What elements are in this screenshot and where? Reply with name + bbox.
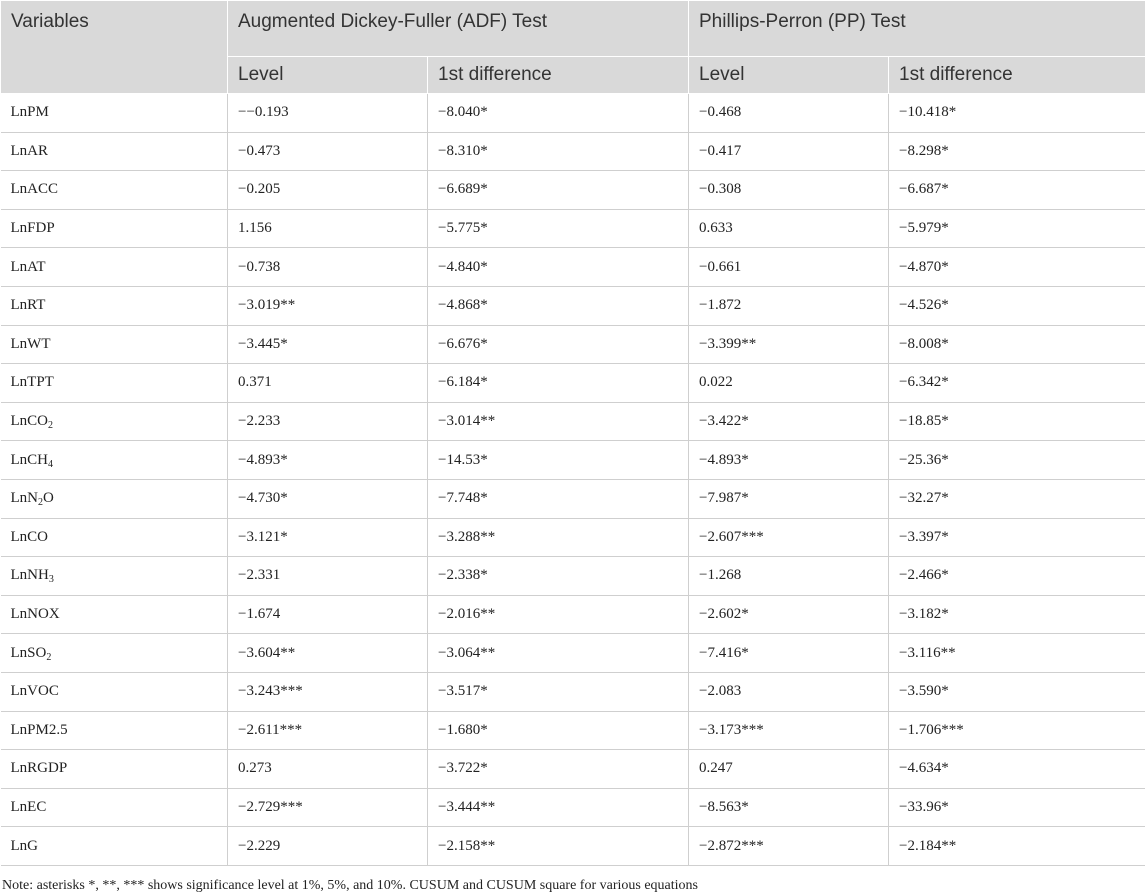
table-row <box>1 711 1145 750</box>
adf-level-cell: −1.674 <box>228 595 428 634</box>
pp-first-difference-cell: −3.116** <box>889 634 1145 673</box>
pp-level-cell: −3.173*** <box>689 711 889 750</box>
adf-level-cell: −−0.193 <box>228 94 428 133</box>
adf-first-difference-cell: −8.040* <box>428 94 689 133</box>
variable-subscript: 2 <box>48 420 53 431</box>
pp-level-cell: −2.602* <box>689 595 889 634</box>
table-row <box>1 479 1145 518</box>
table-row <box>1 672 1145 711</box>
variable-name: LnRGDP <box>11 760 68 776</box>
pp-level-cell: −2.607*** <box>689 518 889 557</box>
adf-level-cell: −3.121* <box>228 518 428 557</box>
variable-name-cell <box>1 634 228 673</box>
adf-first-difference-cell: −8.310* <box>428 132 689 171</box>
header-adf-level: Level <box>228 57 428 94</box>
adf-first-difference-cell: −4.840* <box>428 248 689 287</box>
adf-level-cell: −0.205 <box>228 171 428 210</box>
variable-name-cell <box>1 325 228 364</box>
pp-first-difference-cell: −10.418* <box>889 94 1145 133</box>
adf-first-difference-cell: −2.338* <box>428 557 689 596</box>
pp-level-cell: −4.893* <box>689 441 889 480</box>
variable-name: LnNOX <box>11 606 60 622</box>
adf-level-cell: −2.611*** <box>228 711 428 750</box>
header-adf-test: Augmented Dickey-Fuller (ADF) Test <box>228 1 689 57</box>
table-row <box>1 364 1145 403</box>
variable-name-cell <box>1 171 228 210</box>
adf-level-cell: 0.371 <box>228 364 428 403</box>
adf-first-difference-cell: −4.868* <box>428 286 689 325</box>
variable-subscript: 2 <box>38 497 43 508</box>
pp-level-cell: −0.308 <box>689 171 889 210</box>
adf-first-difference-cell: −3.014** <box>428 402 689 441</box>
pp-first-difference-cell: −33.96* <box>889 788 1145 827</box>
table-row <box>1 788 1145 827</box>
variable-name: LnRT <box>11 297 46 313</box>
variable-name: LnWT <box>11 336 51 352</box>
variable-name: LnAR <box>11 143 49 159</box>
variable-name-cell <box>1 402 228 441</box>
pp-level-cell: −1.268 <box>689 557 889 596</box>
table-row <box>1 209 1145 248</box>
pp-level-cell: −3.399** <box>689 325 889 364</box>
pp-first-difference-cell: −8.298* <box>889 132 1145 171</box>
header-pp-test: Phillips-Perron (PP) Test <box>689 1 1145 57</box>
pp-first-difference-cell: −4.870* <box>889 248 1145 287</box>
adf-first-difference-cell: −6.676* <box>428 325 689 364</box>
pp-first-difference-cell: −25.36* <box>889 441 1145 480</box>
variable-name: LnFDP <box>11 220 55 236</box>
table-row <box>1 518 1145 557</box>
variable-name: LnPM2.5 <box>11 722 68 738</box>
pp-level-cell: −1.872 <box>689 286 889 325</box>
adf-first-difference-cell: −3.064** <box>428 634 689 673</box>
pp-first-difference-cell: −2.466* <box>889 557 1145 596</box>
variable-name-cell <box>1 248 228 287</box>
pp-first-difference-cell: −3.590* <box>889 672 1145 711</box>
adf-first-difference-cell: −3.444** <box>428 788 689 827</box>
pp-first-difference-cell: −18.85* <box>889 402 1145 441</box>
variable-name: LnEC <box>11 799 47 815</box>
pp-first-difference-cell: −4.526* <box>889 286 1145 325</box>
adf-level-cell: −2.229 <box>228 827 428 866</box>
pp-first-difference-cell: −3.397* <box>889 518 1145 557</box>
variable-suffix: O <box>43 490 54 506</box>
pp-first-difference-cell: −1.706*** <box>889 711 1145 750</box>
variable-subscript: 4 <box>48 459 53 470</box>
variable-name-cell <box>1 557 228 596</box>
table-row <box>1 750 1145 789</box>
adf-first-difference-cell: −14.53* <box>428 441 689 480</box>
pp-first-difference-cell: −2.184** <box>889 827 1145 866</box>
variable-name-cell <box>1 132 228 171</box>
pp-first-difference-cell: −8.008* <box>889 325 1145 364</box>
adf-level-cell: −4.730* <box>228 479 428 518</box>
table-row <box>1 94 1145 133</box>
variable-name: LnN <box>11 490 39 506</box>
adf-level-cell: −3.445* <box>228 325 428 364</box>
table-row <box>1 286 1145 325</box>
pp-first-difference-cell: −6.687* <box>889 171 1145 210</box>
table-note: Note: asterisks *, **, *** shows significance level at 1%, 5%, and 10%. CUSUM and CUSUM square for various equations <box>0 866 1145 894</box>
variable-name-cell <box>1 286 228 325</box>
variable-name-cell <box>1 94 228 133</box>
variable-subscript: 2 <box>46 652 51 663</box>
variable-name-cell <box>1 750 228 789</box>
pp-first-difference-cell: −5.979* <box>889 209 1145 248</box>
variable-name-cell <box>1 441 228 480</box>
table-row <box>1 557 1145 596</box>
header-pp-first-difference: 1st difference <box>889 57 1145 94</box>
variable-name-cell <box>1 788 228 827</box>
adf-level-cell: −2.331 <box>228 557 428 596</box>
table-row <box>1 402 1145 441</box>
pp-level-cell: 0.633 <box>689 209 889 248</box>
variable-name: LnCO <box>11 413 49 429</box>
variable-name: LnG <box>11 838 39 854</box>
variable-subscript: 3 <box>49 574 54 585</box>
adf-first-difference-cell: −3.517* <box>428 672 689 711</box>
adf-first-difference-cell: −5.775* <box>428 209 689 248</box>
adf-first-difference-cell: −6.184* <box>428 364 689 403</box>
variable-name-cell <box>1 827 228 866</box>
variable-name: LnNH <box>11 567 49 583</box>
variable-name-cell <box>1 479 228 518</box>
table-row <box>1 634 1145 673</box>
pp-first-difference-cell: −32.27* <box>889 479 1145 518</box>
adf-level-cell: 0.273 <box>228 750 428 789</box>
pp-first-difference-cell: −6.342* <box>889 364 1145 403</box>
adf-level-cell: 1.156 <box>228 209 428 248</box>
pp-level-cell: −2.872*** <box>689 827 889 866</box>
pp-level-cell: −0.417 <box>689 132 889 171</box>
adf-level-cell: −3.019** <box>228 286 428 325</box>
variable-name: LnVOC <box>11 683 59 699</box>
adf-first-difference-cell: −7.748* <box>428 479 689 518</box>
table-header <box>1 1 1145 94</box>
variable-name-cell <box>1 364 228 403</box>
pp-level-cell: −7.416* <box>689 634 889 673</box>
variable-name-cell <box>1 672 228 711</box>
pp-level-cell: 0.247 <box>689 750 889 789</box>
pp-level-cell: −3.422* <box>689 402 889 441</box>
pp-level-cell: −2.083 <box>689 672 889 711</box>
adf-first-difference-cell: −3.722* <box>428 750 689 789</box>
pp-first-difference-cell: −4.634* <box>889 750 1145 789</box>
variable-name: LnACC <box>11 181 59 197</box>
header-variables: Variables <box>1 1 228 94</box>
header-pp-level: Level <box>689 57 889 94</box>
table-row <box>1 827 1145 866</box>
pp-level-cell: −7.987* <box>689 479 889 518</box>
pp-first-difference-cell: −3.182* <box>889 595 1145 634</box>
variable-name: LnAT <box>11 259 46 275</box>
table-row <box>1 132 1145 171</box>
variable-name: LnPM <box>11 104 49 120</box>
pp-level-cell: −0.661 <box>689 248 889 287</box>
adf-first-difference-cell: −6.689* <box>428 171 689 210</box>
table-row <box>1 441 1145 480</box>
variable-name: LnCO <box>11 529 49 545</box>
variable-name-cell <box>1 518 228 557</box>
table-row <box>1 171 1145 210</box>
adf-first-difference-cell: −3.288** <box>428 518 689 557</box>
table-row <box>1 325 1145 364</box>
pp-level-cell: 0.022 <box>689 364 889 403</box>
adf-first-difference-cell: −2.016** <box>428 595 689 634</box>
variable-name-cell <box>1 711 228 750</box>
adf-level-cell: −3.604** <box>228 634 428 673</box>
variable-name: LnTPT <box>11 374 54 390</box>
adf-first-difference-cell: −2.158** <box>428 827 689 866</box>
variable-name-cell <box>1 209 228 248</box>
adf-first-difference-cell: −1.680* <box>428 711 689 750</box>
table-row <box>1 248 1145 287</box>
variable-name-cell <box>1 595 228 634</box>
adf-level-cell: −2.729*** <box>228 788 428 827</box>
table-body <box>1 94 1145 866</box>
adf-level-cell: −0.738 <box>228 248 428 287</box>
table-row <box>1 595 1145 634</box>
adf-level-cell: −3.243*** <box>228 672 428 711</box>
adf-level-cell: −2.233 <box>228 402 428 441</box>
adf-level-cell: −0.473 <box>228 132 428 171</box>
pp-level-cell: −0.468 <box>689 94 889 133</box>
adf-level-cell: −4.893* <box>228 441 428 480</box>
variable-name: LnSO <box>11 645 47 661</box>
pp-level-cell: −8.563* <box>689 788 889 827</box>
header-adf-first-difference: 1st difference <box>428 57 689 94</box>
variable-name: LnCH <box>11 452 49 468</box>
